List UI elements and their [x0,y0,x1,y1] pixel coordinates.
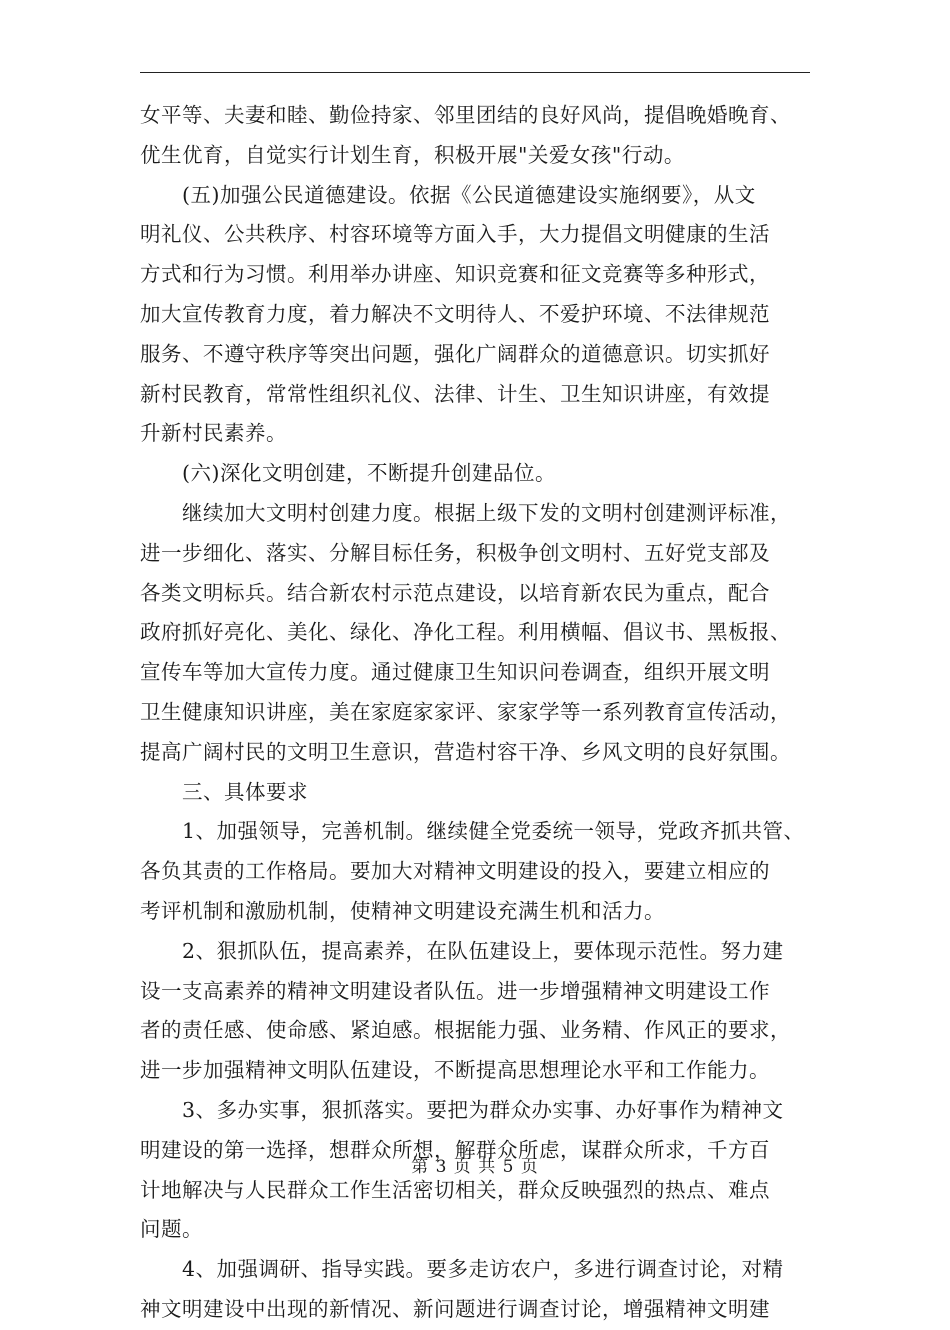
paragraph-line: 问题。 [140,1217,203,1242]
paragraph-line: 神文明建设中出现的新情况、新问题进行调查讨论，增强精神文明建 [140,1296,770,1321]
paragraph-line: 三、具体要求 [182,779,308,804]
paragraph-line: 计地解决与人民群众工作生活密切相关，群众反映强烈的热点、难点 [140,1177,770,1202]
paragraph-line: 优生优育，自觉实行计划生育，积极开展"关爱女孩"行动。 [140,142,685,167]
paragraph-line: 进一步细化、落实、分解目标任务，积极争创文明村、五好党支部及 [140,540,770,565]
paragraph-line: 升新村民素养。 [140,421,287,446]
paragraph-line: 3、多办实事，狠抓落实。要把为群众办实事、办好事作为精神文 [182,1097,784,1122]
paragraph-line: (六)深化文明创建，不断提升创建品位。 [182,461,556,486]
paragraph-line: 政府抓好亮化、美化、绿化、净化工程。利用横幅、倡议书、黑板报、 [140,620,791,645]
paragraph-line: 设一支高素养的精神文明建设者队伍。进一步增强精神文明建设工作 [140,978,770,1003]
paragraph-line: 考评机制和激励机制，使精神文明建设充满生机和活力。 [140,898,665,923]
document-body [140,96,815,1330]
paragraph-line: 提高广阔村民的文明卫生意识，营造村容干净、乡风文明的良好氛围。 [140,739,791,764]
page-number-footer: 第 3 页 共 5 页 [411,1157,539,1177]
paragraph-line: 进一步加强精神文明队伍建设，不断提高思想理论水平和工作能力。 [140,1058,770,1083]
paragraph-line: 明礼仪、公共秩序、村容环境等方面入手，大力提倡文明健康的生活 [140,222,770,247]
paragraph-line: 明建设的第一选择，想群众所想，解群众所虑，谋群众所求，千方百 [140,1137,770,1162]
paragraph-line: 服务、不遵守秩序等突出问题，强化广阔群众的道德意识。切实抓好 [140,341,770,366]
paragraph-line: 加大宣传教育力度，着力解决不文明待人、不爱护环境、不法律规范 [140,301,770,326]
paragraph-line: 各类文明标兵。结合新农村示范点建设，以培育新农民为重点，配合 [140,580,770,605]
paragraph-line: (五)加强公民道德建设。依据《公民道德建设实施纲要》，从文 [182,182,756,207]
paragraph-line: 者的责任感、使命感、紧迫感。根据能力强、业务精、作风正的要求， [140,1018,791,1043]
paragraph-line: 4、加强调研、指导实践。要多走访农户，多进行调查讨论，对精 [182,1257,784,1282]
paragraph-line: 各负其责的工作格局。要加大对精神文明建设的投入，要建立相应的 [140,859,770,884]
paragraph-line: 方式和行为习惯。利用举办讲座、知识竞赛和征文竞赛等多种形式， [140,262,770,287]
paragraph-line: 新村民教育，常常性组织礼仪、法律、计生、卫生知识讲座，有效提 [140,381,770,406]
paragraph-line: 卫生健康知识讲座，美在家庭家家评、家家学等一系列教育宣传活动， [140,699,791,724]
paragraph-line: 1、加强领导，完善机制。继续健全党委统一领导，党政齐抓共管、 [182,819,805,844]
header-rule [140,72,810,73]
paragraph-line: 宣传车等加大宣传力度。通过健康卫生知识问卷调查，组织开展文明 [140,660,770,685]
paragraph-line: 继续加大文明村创建力度。根据上级下发的文明村创建测评标准， [182,500,791,525]
paragraph-line: 女平等、夫妻和睦、勤俭持家、邻里团结的良好风尚，提倡晚婚晚育、 [140,103,791,127]
paragraph-line: 2、狠抓队伍，提高素养，在队伍建设上，要体现示范性。努力建 [182,938,784,963]
